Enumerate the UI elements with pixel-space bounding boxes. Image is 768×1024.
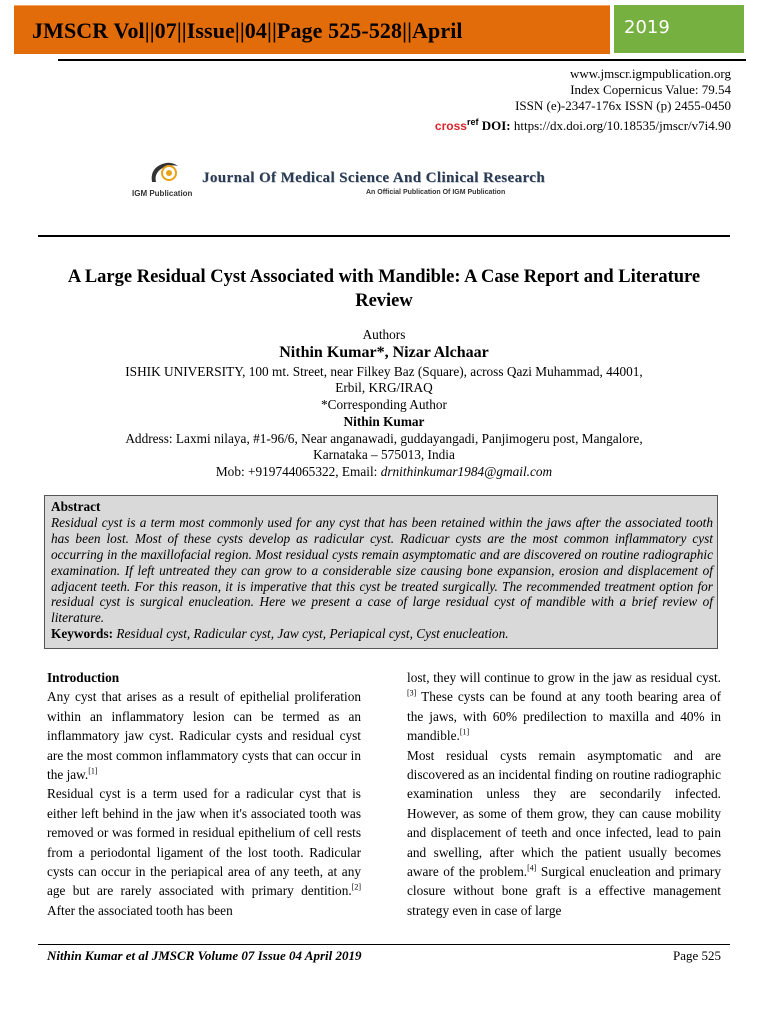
journal-name: Journal Of Medical Science And Clinical Research bbox=[202, 170, 546, 186]
crossref-logo: cross$^{ref}$ bbox=[434, 117, 479, 133]
abstract-box bbox=[44, 495, 718, 649]
website-link[interactable]: www.jmscr.igmpublication.org bbox=[569, 66, 731, 81]
publisher-name: IGM Publication bbox=[132, 189, 193, 198]
paragraph: Residual cyst is a term used for a radicular cyst that is either left behind in the jaw when it's associated tooth was removed or was formed in residual epithelium of cell rests from a periodontal ligament of the lost tooth. Radicular cysts can occur in the periapical area of any teeth, at any age but are rarely associated with primary dentition.[2] After the associated tooth has been bbox=[47, 786, 361, 918]
body-column-left bbox=[47, 668, 361, 920]
header-rule bbox=[58, 59, 746, 61]
issn-line: ISSN (e)-2347-176x ISSN (p) 2455-0450 bbox=[515, 98, 731, 113]
paragraph: lost, they will continue to grow in the jaw as residual cyst.[3] These cysts can be found at any tooth bearing area of the jaws, with 60% predilection to maxilla and 40% in mandible.[1] bbox=[407, 670, 721, 744]
citation-ref[interactable]: [2] bbox=[351, 883, 361, 893]
page-number: Page 525 bbox=[672, 948, 721, 963]
doi-line bbox=[435, 114, 731, 134]
address-line-1: Address: Laxmi nilaya, #1-96/6, Near anganawadi, guddayangadi, Panjimogeru post, Mangalore, bbox=[125, 431, 643, 446]
keywords-label: Keywords: bbox=[51, 626, 114, 642]
introduction-heading: Introduction bbox=[47, 670, 120, 685]
corresponding-name: Nithin Kumar bbox=[343, 414, 425, 429]
author-names: Nithin Kumar*, Nizar Alchaar bbox=[279, 344, 489, 361]
keywords-line bbox=[51, 626, 713, 642]
index-copernicus: Index Copernicus Value: 79.54 bbox=[570, 82, 731, 97]
citation-ref[interactable]: [4] bbox=[527, 863, 537, 873]
doi-label: DOI: bbox=[481, 118, 511, 133]
doi-link[interactable]: https://dx.doi.org/10.18535/jmscr/v7i4.90 bbox=[513, 118, 731, 133]
article-title: A Large Residual Cyst Associated with Mandible: A Case Report and Literature Review bbox=[67, 267, 701, 311]
citation-ref[interactable]: [1] bbox=[88, 766, 98, 776]
contact-line bbox=[40, 464, 728, 480]
year-text: 2019 bbox=[624, 17, 670, 38]
address-line-2: Karnataka – 575013, India bbox=[313, 447, 455, 462]
banner-text: JMSCR Vol||07||Issue||04||Page 525-528||April bbox=[32, 18, 463, 43]
year-badge bbox=[614, 5, 744, 53]
contact-prefix: Mob: +919744065322, Email: bbox=[215, 464, 381, 479]
email-link[interactable]: drnithinkumar1984@gmail.com bbox=[380, 464, 553, 479]
affiliation-line-2: Erbil, KRG/IRAQ bbox=[335, 380, 433, 395]
footer-citation: Nithin Kumar et al JMSCR Volume 07 Issue 04 April 2019 bbox=[47, 948, 362, 963]
abstract-body: Residual cyst is a term most commonly used for any cyst that has been retained within the jaws after the associated tooth has been lost. Most of these cysts develop as radicular cyst. Radicuar cysts are the most common inflammatory cyst occurring in the maxillofacial region. Most residual cysts remain asymptomatic and are discovered on routine radiographic examination. If left untreated they can grow to a considerable size causing bone expansion, erosion and displacement of adjacent teeth. For this reason, it is imperative that this cyst be treated surgically. The recommended treatment option for residual cyst is surgical enucleation. Here we present a case of large residual cyst of mandible with a brief review of literature. bbox=[51, 514, 713, 626]
header-banner bbox=[14, 5, 610, 54]
corresponding-label: *Corresponding Author bbox=[321, 397, 447, 412]
footer-rule bbox=[38, 944, 730, 945]
abstract-heading: Abstract bbox=[51, 499, 101, 514]
citation-ref[interactable]: [1] bbox=[459, 727, 470, 737]
citation-ref[interactable]: [3] bbox=[407, 688, 417, 698]
affiliation-line-1: ISHIK UNIVERSITY, 100 mt. Street, near Filkey Baz (Square), across Qazi Muhammad, 44001, bbox=[125, 364, 643, 379]
igm-logo-icon bbox=[148, 160, 184, 186]
keywords-text: Residual cyst, Radicular cyst, Jaw cyst, Periapical cyst, Cyst enucleation. bbox=[116, 626, 509, 642]
paragraph: Any cyst that arises as a result of epithelial proliferation within an inflammatory lesion can be termed as an inflammatory jaw cyst. Radicular cysts and residual cyst are the most common inflammatory cysts that can occur in the jaw.[1] bbox=[47, 689, 361, 783]
body-column-right bbox=[407, 668, 721, 920]
journal-tagline: An Official Publication Of IGM Publication bbox=[366, 189, 506, 196]
paragraph: Most residual cysts remain asymptomatic and are discovered as an incidental finding on routine radiographic examination unless they are secondarily infected. However, as some of them grow, they can cause mobility and displacement of teeth and once infected, lead to pain and swelling, after which the patient usually becomes aware of the problem.[4] Surgical enucleation and primary closure without bone graft is a effective management strategy even in case of large bbox=[407, 747, 721, 918]
logo-rule bbox=[38, 235, 730, 237]
authors-label: Authors bbox=[362, 327, 406, 342]
